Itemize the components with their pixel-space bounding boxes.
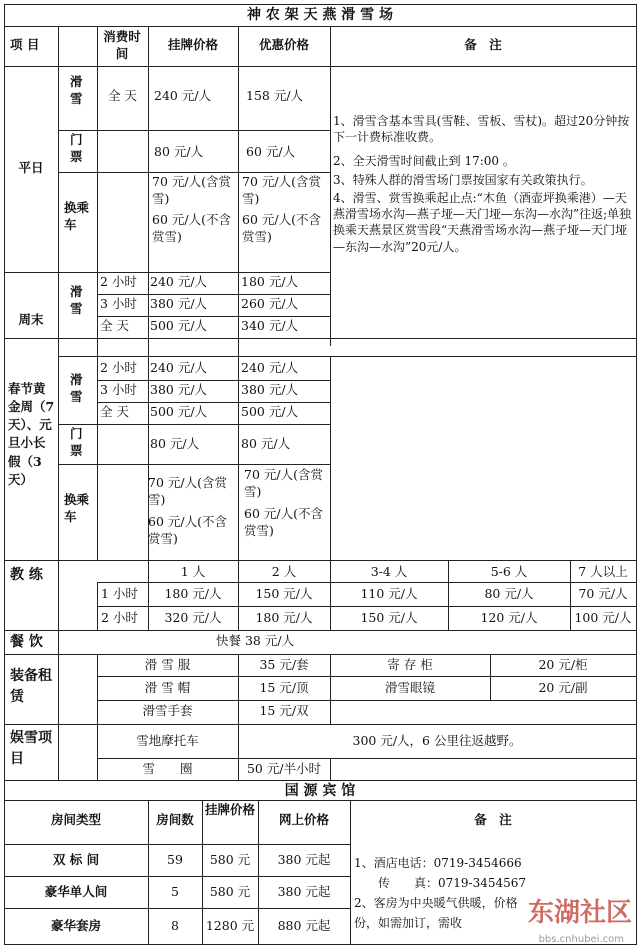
holiday-disc-2: 380 元/人 [241,382,299,397]
holiday-label: 春节黄金周（7天）、元旦小长假（3天） [8,381,55,487]
weekend-list-2: 380 元/人 [150,296,208,311]
holiday-ticket-disc: 80 元/人 [241,436,291,451]
rental-item-1: 滑 雪 服 [144,657,191,672]
note-2: 2、全天滑雪时间截止到 17:00 。 [333,154,515,168]
hotel-type-1: 双 标 间 [52,852,100,867]
coach-label: 教 练 [10,567,43,583]
hotel-header-note: 备 注 [474,812,512,827]
weekday-ticket-disc: 60 元/人 [246,144,296,159]
hotel-note-1: 1、酒店电话：0719-3454666 [354,856,522,870]
watermark-logo: 东湖社区 [527,898,632,928]
header-note: 备 注 [464,37,502,52]
coach-val-2-5: 100 元/人 [574,610,632,625]
fun-moto-price: 300 元/人，6 公里往返越野。 [352,733,522,748]
holiday-bus-disc-1: 70 元/人(含赏雪) [244,467,323,499]
coach-val-1-2: 150 元/人 [255,586,313,601]
weekday-ski-time: 全 天 [108,88,137,103]
holiday-bus-list-2: 60 元/人(不含赏雪) [148,514,227,546]
weekend-disc-2: 260 元/人 [241,296,299,311]
weekday-ticket-label: 门票 [70,132,83,164]
coach-val-1-3: 110 元/人 [360,586,418,601]
weekend-time-3: 全 天 [100,318,129,333]
hotel-header-online: 网上价格 [278,812,329,827]
dining-label: 餐 饮 [10,634,43,650]
holiday-ticket-list: 80 元/人 [150,436,200,451]
hotel-list-1: 580 元 [209,852,251,867]
fun-ring: 雪 圈 [142,761,193,776]
holiday-disc-3: 500 元/人 [241,404,299,419]
hotel-list-2: 580 元 [209,884,251,899]
hotel-online-3: 880 元起 [277,918,331,933]
hotel-count-2: 5 [171,884,179,899]
page-title: 神 农 架 天 燕 滑 雪 场 [246,7,394,23]
weekday-bus-list-2: 60 元/人(不含赏雪) [152,212,231,244]
header-discount-price: 优惠价格 [258,37,309,52]
hotel-online-2: 380 元起 [277,884,331,899]
note-4: 4、滑雪、赏雪换乘起止点:“木鱼（酒壶坪换乘港）—天燕滑雪场水沟—燕子垭—天门垭—东沟—水沟”往返;单独换乘天燕景区赏雪段“天燕滑雪场水沟—燕子垭—天门垭—东沟—水沟”20元/人。 [333,191,632,254]
weekend-list-3: 500 元/人 [150,318,208,333]
weekday-ski-list: 240 元/人 [154,88,212,103]
watermark-url: bbs.cnhubei.com [538,934,624,945]
coach-val-2-3: 150 元/人 [360,610,418,625]
holiday-bus-disc-2: 60 元/人(不含赏雪) [244,506,323,538]
coach-header-4: 5-6 人 [490,564,528,579]
rental-price-2: 20 元/柜 [538,657,588,672]
hotel-note-4: 份，如需加订，需收 [354,916,463,930]
rental-price-5: 15 元/双 [259,703,309,718]
holiday-bus-list-1: 70 元/人(含赏雪) [148,475,227,507]
hotel-list-3: 1280 元 [205,918,255,933]
coach-val-2-4: 120 元/人 [480,610,538,625]
rental-price-3: 15 元/顶 [259,680,309,695]
holiday-ticket-label: 门票 [70,426,83,458]
note-3: 3、特殊人群的滑雪场门票按国家有关政策执行。 [333,173,593,187]
hotel-online-1: 380 元起 [277,852,331,867]
holiday-list-2: 380 元/人 [150,382,208,397]
weekend-time-2: 3 小时 [100,296,137,311]
rental-item-5: 滑雪手套 [142,703,193,718]
hotel-header-list: 挂牌价格 [204,802,255,817]
weekday-ski-disc: 158 元/人 [246,88,304,103]
coach-time-2: 2 小时 [101,610,138,625]
weekend-ski-label: 滑雪 [70,284,83,316]
note-1: 1、滑雪含基本雪具(雪鞋、雪板、雪杖)。超过20分钟按下一计费标准收费。 [333,114,630,145]
coach-header-5: 7 人以上 [578,564,628,579]
coach-val-1-5: 70 元/人 [578,586,628,601]
fun-label: 娱雪项目 [10,730,52,767]
rental-label: 装备租赁 [10,668,52,705]
fun-moto: 雪地摩托车 [136,733,199,748]
hotel-count-3: 8 [171,918,179,933]
holiday-time-2: 3 小时 [100,382,137,397]
coach-time-1: 1 小时 [101,586,138,601]
holiday-bus-label: 换乘车 [64,492,90,524]
holiday-list-1: 240 元/人 [150,360,208,375]
coach-val-2-1: 320 元/人 [164,610,222,625]
coach-header-3: 3-4 人 [370,564,408,579]
rental-price-1: 35 元/套 [259,657,309,672]
hotel-header-count: 房间数 [156,812,194,827]
header-item: 项 目 [10,37,40,52]
weekday-bus-label: 换乘车 [64,200,90,232]
coach-val-2-2: 180 元/人 [255,610,313,625]
hotel-type-2: 豪华单人间 [44,884,108,899]
coach-header-2: 2 人 [271,564,297,579]
weekend-disc-1: 180 元/人 [241,274,299,289]
hotel-title: 国 源 宾 馆 [284,783,356,799]
header-time: 消费时间 [103,29,141,61]
weekday-ski-label: 滑雪 [70,74,83,106]
header-list-price: 挂牌价格 [167,37,218,52]
hotel-count-1: 59 [167,852,183,867]
rental-item-4: 滑雪眼镜 [384,680,435,695]
weekday-label: 平日 [18,160,44,175]
holiday-list-3: 500 元/人 [150,404,208,419]
hotel-note-3: 2、客房为中央暖气供暖，价格 [354,896,518,910]
holiday-time-1: 2 小时 [100,360,137,375]
coach-val-1-1: 180 元/人 [164,586,222,601]
weekday-bus-disc-2: 60 元/人(不含赏雪) [242,212,321,244]
rental-item-2: 寄 存 柜 [387,657,433,672]
weekday-bus-disc-1: 70 元/人(含赏雪) [242,174,321,206]
dining-value: 快餐 38 元/人 [216,633,295,648]
holiday-disc-1: 240 元/人 [241,360,299,375]
weekend-label: 周末 [18,312,44,327]
weekend-disc-3: 340 元/人 [241,318,299,333]
hotel-note-2: 传 真：0719-3454567 [354,876,527,890]
coach-val-1-4: 80 元/人 [484,586,534,601]
rental-price-4: 20 元/副 [538,680,588,695]
hotel-header-type: 房间类型 [50,812,101,827]
weekday-bus-list-1: 70 元/人(含赏雪) [152,174,231,206]
coach-header-1: 1 人 [180,564,206,579]
holiday-time-3: 全 天 [100,404,129,419]
fun-ring-price: 50 元/半小时 [246,761,322,776]
weekend-list-1: 240 元/人 [150,274,208,289]
hotel-type-3: 豪华套房 [50,918,101,933]
weekend-time-1: 2 小时 [100,274,137,289]
holiday-ski-label: 滑雪 [70,372,83,404]
rental-item-3: 滑 雪 帽 [144,680,191,695]
weekday-ticket-list: 80 元/人 [154,144,204,159]
